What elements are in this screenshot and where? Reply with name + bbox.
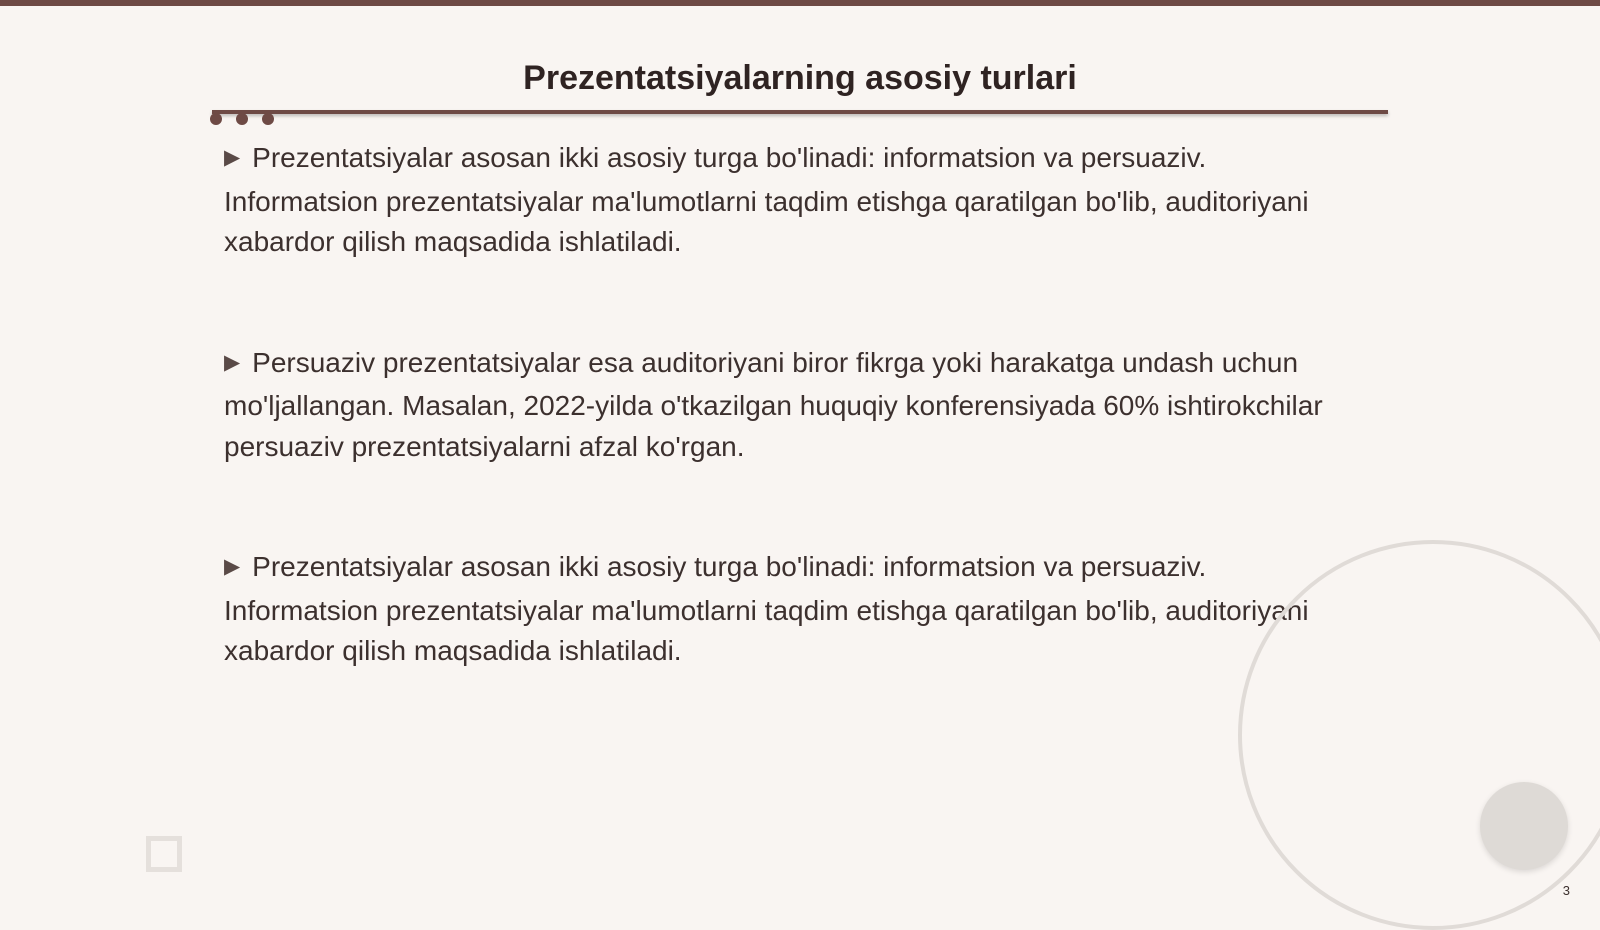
bullet-paragraph [224,138,1354,263]
slide-number: 3 [1562,883,1570,898]
paragraph-text: Persuaziv prezentatsiyalar esa auditoriyani biror fikrga yoki harakatga undash uchun mo'ljallangan. Masalan, 2022-yilda o'tkazilgan huquqiy konferensiyada 60% ishtirokchilar persuaziv prezentatsiyalarni afzal ko'rgan. [224,346,1323,462]
triangle-right-icon: ▶ [224,146,241,169]
title-underline [212,110,1388,114]
slide-body [224,138,1354,752]
circle-decoration-icon [1480,782,1568,870]
dot-decoration-icon [262,113,274,125]
bullet-paragraph [224,547,1354,672]
bullet-paragraph [224,343,1354,468]
triangle-right-icon: ▶ [224,350,241,374]
paragraph-text: Prezentatsiyalar asosan ikki asosiy turga bo'linadi: informatsion va persuaziv. Informatsion prezentatsiyalar ma'lumotlarni taqdim etishga qaratilgan bo'lib, auditoriyani xabardor qilish maqsadida ishlatiladi. [224,551,1309,666]
top-accent-bar [0,0,1600,6]
paragraph-text: Prezentatsiyalar asosan ikki asosiy turga bo'linadi: informatsion va persuaziv. Informatsion prezentatsiyalar ma'lumotlarni taqdim etishga qaratilgan bo'lib, auditoriyani xabardor qilish maqsadida ishlatiladi. [224,142,1309,257]
triangle-right-icon: ▶ [224,555,241,578]
dot-decoration-icon [236,113,248,125]
slide-title: Prezentatsiyalarning asosiy turlari [523,59,1077,97]
dot-decoration-icon [210,113,222,125]
circle-decoration-icon [1238,540,1600,930]
square-decoration-icon [146,836,182,872]
